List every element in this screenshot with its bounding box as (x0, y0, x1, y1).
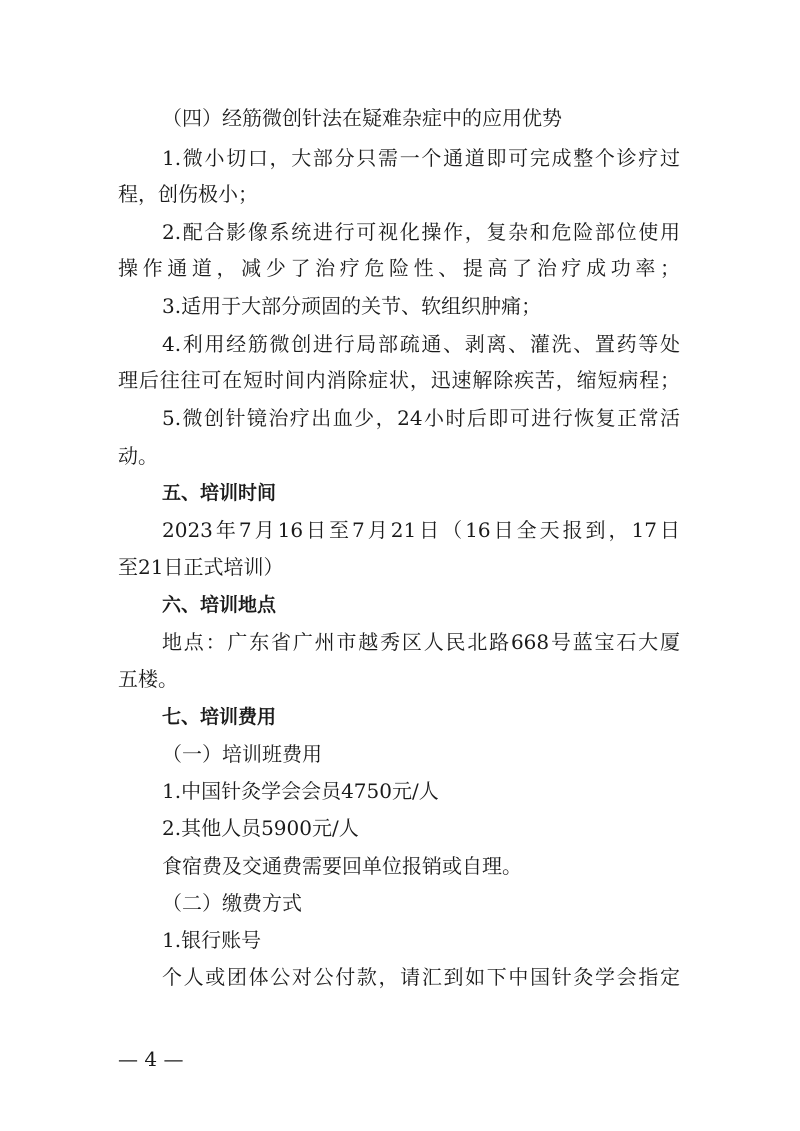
paragraph-line: 2.配合影像系统进行可视化操作，复杂和危险部位使用 (162, 220, 680, 244)
subheading-payment-method: （二）缴费方式 (162, 891, 302, 915)
paragraph-line: 1.微小切口，大部分只需一个通道即可完成整个诊疗过 (162, 146, 680, 170)
paragraph-line: 食宿费及交通费需要回单位报销或自理。 (162, 854, 522, 878)
paragraph-line: 至21日正式培训） (118, 555, 284, 579)
paragraph-line: 理后往往可在短时间内消除症状，迅速解除疾苦，缩短病程； (118, 368, 680, 392)
paragraph-line: 程，创伤极小； (118, 182, 258, 206)
paragraph-line: 1.中国针灸学会会员4750元/人 (162, 779, 439, 803)
paragraph-line: 5.微创针镜治疗出血少，24小时后即可进行恢复正常活 (162, 406, 680, 430)
paragraph-line: 动。 (118, 444, 158, 468)
paragraph-line: 2023年7月16日至7月21日（16日全天报到，17日 (162, 518, 680, 542)
paragraph-line: 个人或团体公对公付款，请汇到如下中国针灸学会指定 (162, 965, 680, 989)
section-heading-training-fees: 七、培训费用 (162, 706, 277, 728)
paragraph-line: 1.银行账号 (162, 928, 262, 952)
section-heading-training-location: 六、培训地点 (162, 594, 277, 616)
subheading-advantages: （四）经筋微创针法在疑难杂症中的应用优势 (162, 106, 562, 130)
paragraph-line: 操作通道，减少了治疗危险性、提高了治疗成功率； (118, 256, 680, 280)
paragraph-line: 2.其他人员5900元/人 (162, 816, 359, 840)
paragraph-line: 五楼。 (118, 667, 178, 691)
paragraph-line: 3.适用于大部分顽固的关节、软组织肿痛； (162, 294, 542, 318)
paragraph-line: 地点：广东省广州市越秀区人民北路668号蓝宝石大厦 (162, 630, 680, 654)
subheading-class-fees: （一）培训班费用 (162, 742, 322, 766)
paragraph-line: 4.利用经筋微创进行局部疏通、剥离、灌洗、置药等处 (162, 332, 680, 356)
page-number: — 4 — (118, 1047, 184, 1071)
section-heading-training-time: 五、培训时间 (162, 482, 277, 504)
